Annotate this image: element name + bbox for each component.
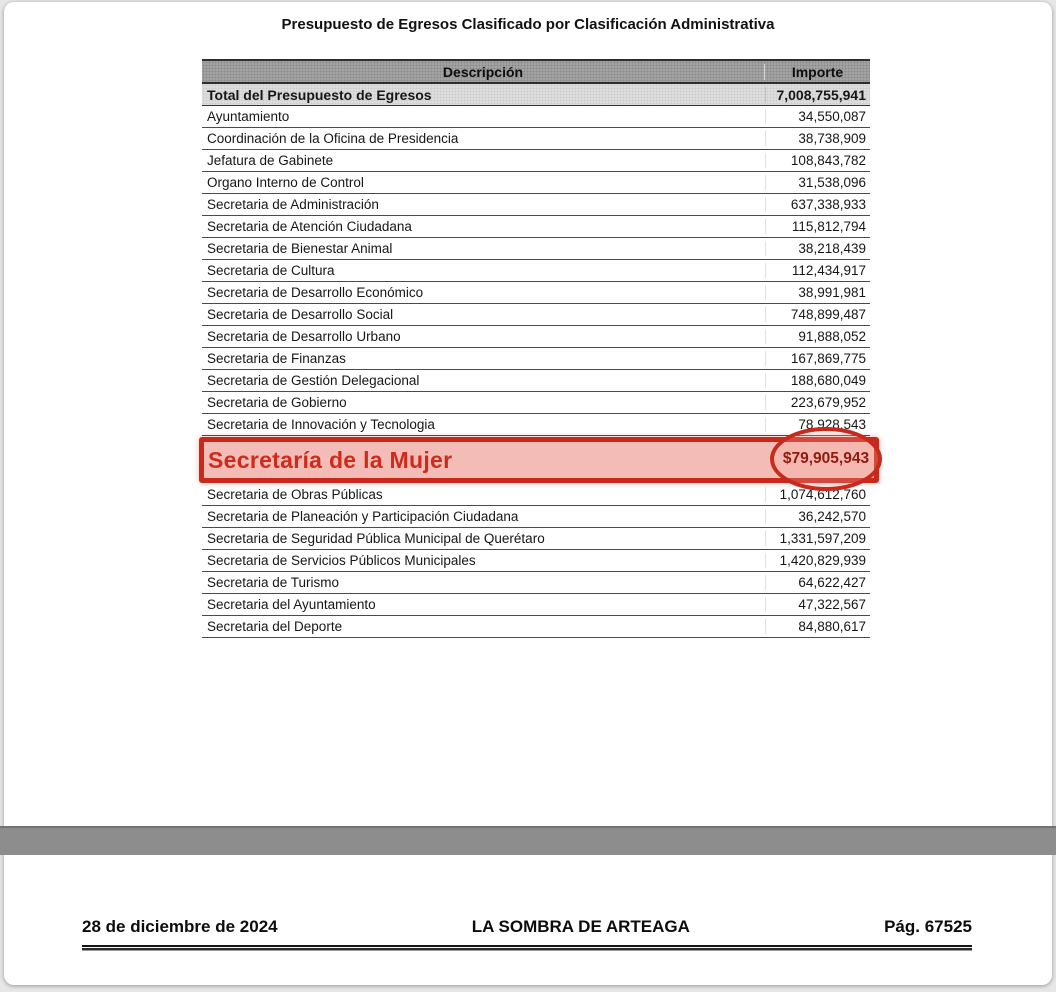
table-row (202, 282, 870, 304)
page-footer (82, 917, 972, 937)
table-row (202, 106, 870, 128)
table-body (202, 84, 870, 638)
highlighted-department-label: Secretaría de la Mujer (208, 446, 453, 473)
row-description: Coordinación de la Oficina de Presidencia (202, 131, 766, 146)
highlighted-amount: $79,905,943 (782, 450, 870, 467)
row-amount: 91,888,052 (798, 329, 866, 344)
row-description: Secretaria de Innovación y Tecnologia (202, 417, 766, 432)
row-description: Secretaria del Deporte (202, 619, 766, 634)
circle-annotation (770, 427, 882, 491)
row-description: Secretaria de Obras Públicas (202, 487, 766, 502)
row-amount: 188,680,049 (790, 373, 866, 388)
table-row (202, 304, 870, 326)
row-amount: 38,991,981 (798, 285, 866, 300)
table-row (202, 414, 870, 436)
column-header-importe: Importe (791, 63, 844, 80)
row-description: Secretaria de Atención Ciudadana (202, 219, 766, 234)
row-description: Secretaria de Gestión Delegacional (202, 373, 766, 388)
table-header-row (202, 59, 870, 84)
row-description: Secretaria de Seguridad Pública Municipal de Querétaro (202, 531, 766, 546)
row-amount: 1,074,612,760 (779, 487, 866, 502)
row-description: Secretaria de Planeación y Participación Ciudadana (202, 509, 766, 524)
table-row (202, 216, 870, 238)
row-amount: 34,550,087 (798, 109, 866, 124)
highlight-row (199, 437, 879, 483)
page-separator-band (0, 826, 1056, 855)
table-row (202, 572, 870, 594)
row-amount: 1,420,829,939 (779, 553, 866, 568)
footer-page-number: Pág. 67525 (884, 917, 972, 936)
row-amount: 31,538,096 (798, 175, 866, 190)
row-amount: 38,218,439 (798, 241, 866, 256)
row-amount: 637,338,933 (790, 197, 866, 212)
table-row (202, 392, 870, 414)
row-amount: 108,843,782 (790, 153, 866, 168)
row-amount: 748,899,487 (790, 307, 866, 322)
table-row (202, 326, 870, 348)
table-row (202, 550, 870, 572)
row-description: Organo Interno de Control (202, 175, 766, 190)
row-amount: 36,242,570 (798, 509, 866, 524)
row-description: Secretaria de Desarrollo Económico (202, 285, 766, 300)
table-row (202, 528, 870, 550)
table-row (202, 150, 870, 172)
row-amount: 112,434,917 (791, 263, 866, 278)
table-row (202, 506, 870, 528)
row-description: Secretaria de Administración (202, 197, 766, 212)
table-row (202, 484, 870, 506)
table-row (202, 238, 870, 260)
budget-table (202, 59, 870, 638)
table-row (202, 172, 870, 194)
row-description: Secretaria del Ayuntamiento (202, 597, 766, 612)
document-title: Presupuesto de Egresos Clasificado por Clasificación Administrativa (281, 16, 775, 33)
table-row (202, 594, 870, 616)
footer-date: 28 de diciembre de 2024 (82, 917, 278, 936)
row-amount: 1,331,597,209 (779, 531, 866, 546)
table-row (202, 128, 870, 150)
row-description: Secretaria de Turismo (202, 575, 766, 590)
row-description: Secretaria de Gobierno (202, 395, 766, 410)
row-description: Secretaria de Desarrollo Urbano (202, 329, 766, 344)
row-amount: 7,008,755,941 (776, 86, 866, 103)
row-description: Total del Presupuesto de Egresos (202, 87, 766, 103)
row-amount: 38,738,909 (798, 131, 866, 146)
row-description: Secretaria de Cultura (202, 263, 766, 278)
table-row (202, 348, 870, 370)
row-amount: 115,812,794 (791, 219, 866, 234)
table-row (202, 260, 870, 282)
table-row (202, 370, 870, 392)
row-amount: 78,928,543 (798, 417, 866, 432)
row-amount: 167,869,775 (790, 351, 866, 366)
row-amount: 64,622,427 (798, 575, 866, 590)
row-description: Jefatura de Gabinete (202, 153, 766, 168)
footer-publication: LA SOMBRA DE ARTEAGA (471, 917, 690, 936)
row-amount: 223,679,952 (790, 395, 866, 410)
row-description: Secretaria de Servicios Públicos Municipales (202, 553, 766, 568)
table-row (202, 616, 870, 638)
row-amount: 47,322,567 (798, 597, 866, 612)
total-row (202, 84, 870, 106)
footer-rule (82, 945, 972, 951)
row-description: Secretaria de Finanzas (202, 351, 766, 366)
row-amount: 84,880,617 (798, 619, 866, 634)
row-description: Ayuntamiento (202, 109, 766, 124)
row-description: Secretaria de Bienestar Animal (202, 241, 766, 256)
row-description: Secretaria de Desarrollo Social (202, 307, 766, 322)
column-header-descripcion: Descripción (202, 64, 765, 80)
table-row (202, 194, 870, 216)
